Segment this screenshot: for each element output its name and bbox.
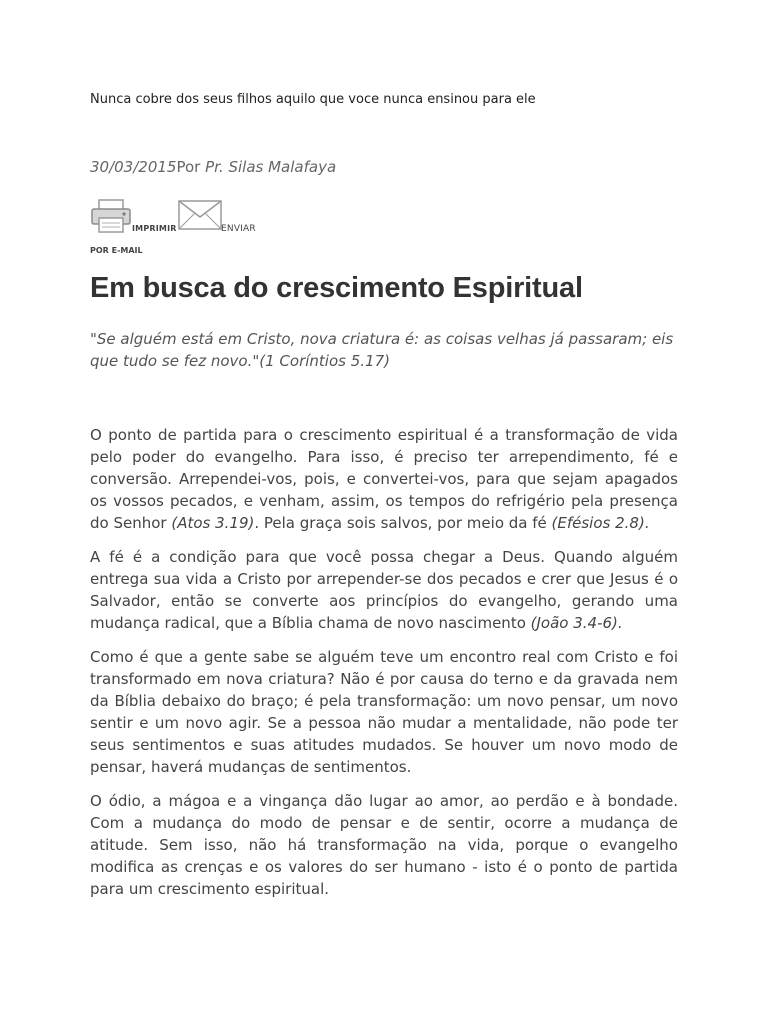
scripture-reference: (Atos 3.19): [171, 514, 255, 532]
article-meta: [90, 158, 336, 176]
scripture-reference: (Efésios 2.8): [551, 514, 645, 532]
send-email-link-suffix[interactable]: POR E-MAIL: [90, 246, 143, 255]
scripture-reference: (João 3.4-6): [530, 614, 618, 632]
byline-prefix: Por: [176, 158, 206, 176]
article-title: Em busca do crescimento Espiritual: [90, 272, 583, 304]
body-paragraph: [90, 546, 678, 634]
paragraph-end: .: [617, 614, 623, 632]
print-link[interactable]: IMPRIMIR: [132, 224, 177, 233]
paragraph-text: O ódio, a mágoa e a vingança dão lugar ao amor, ao perdão e à bondade. Com a mudança do modo de pensar e de sentir, ocorre a mudança de atitude. Sem isso, não há transformação na vida, porque o evangelho modifica as crenças e os valores do ser humano - isto é o ponto de partida para um crescimento espiritual.: [90, 792, 678, 898]
paragraph-text: O ponto de partida para o crescimento espiritual é a transformação de vida pelo poder do evangelho. Para isso, é preciso ter arrependimento, fé e conversão. Arrependei-vos, pois, e convertei-vos, para que sejam apagados os vossos pecados, e venham, assim, os tempos do refrigério pela presença do Senhor: [90, 426, 678, 532]
share-toolbar: [90, 198, 390, 234]
printer-icon[interactable]: [90, 198, 132, 234]
article-body: [90, 424, 678, 912]
send-email-link[interactable]: ENVIAR: [221, 224, 256, 234]
author-name: Pr. Silas Malafaya: [205, 158, 337, 176]
body-paragraph: [90, 424, 678, 534]
envelope-icon[interactable]: [178, 200, 222, 230]
body-paragraph: [90, 646, 678, 778]
paragraph-text: Como é que a gente sabe se alguém teve um encontro real com Cristo e foi transformado em nova criatura? Não é por causa do terno e da gravada nem da Bíblia debaixo do braço; é pela transformação: um novo pensar, um novo sentir e um novo agir. Se a pessoa não mudar a mentalidade, não pode ter seus sentimentos e suas atitudes mudados. Se houver um novo modo de pensar, haverá mudanças de sentimentos.: [90, 648, 678, 776]
paragraph-text: . Pela graça sois salvos, por meio da fé: [254, 514, 552, 532]
publish-date: 30/03/2015: [90, 158, 177, 176]
article-page: [90, 0, 678, 1024]
paragraph-end: .: [644, 514, 650, 532]
article-epigraph: "Se alguém está em Cristo, nova criatura é: as coisas velhas já passaram; eis que tudo se fez novo."(1 Coríntios 5.17): [90, 330, 674, 370]
body-paragraph: [90, 790, 678, 900]
page-header-text: Nunca cobre dos seus filhos aquilo que voce nunca ensinou para ele: [90, 92, 536, 107]
paragraph-text: A fé é a condição para que você possa chegar a Deus. Quando alguém entrega sua vida a Cristo por arrepender-se dos pecados e crer que Jesus é o Salvador, então se converte aos princípios do evangelho, gerando uma mudança radical, que a Bíblia chama de novo nascimento: [90, 548, 678, 632]
